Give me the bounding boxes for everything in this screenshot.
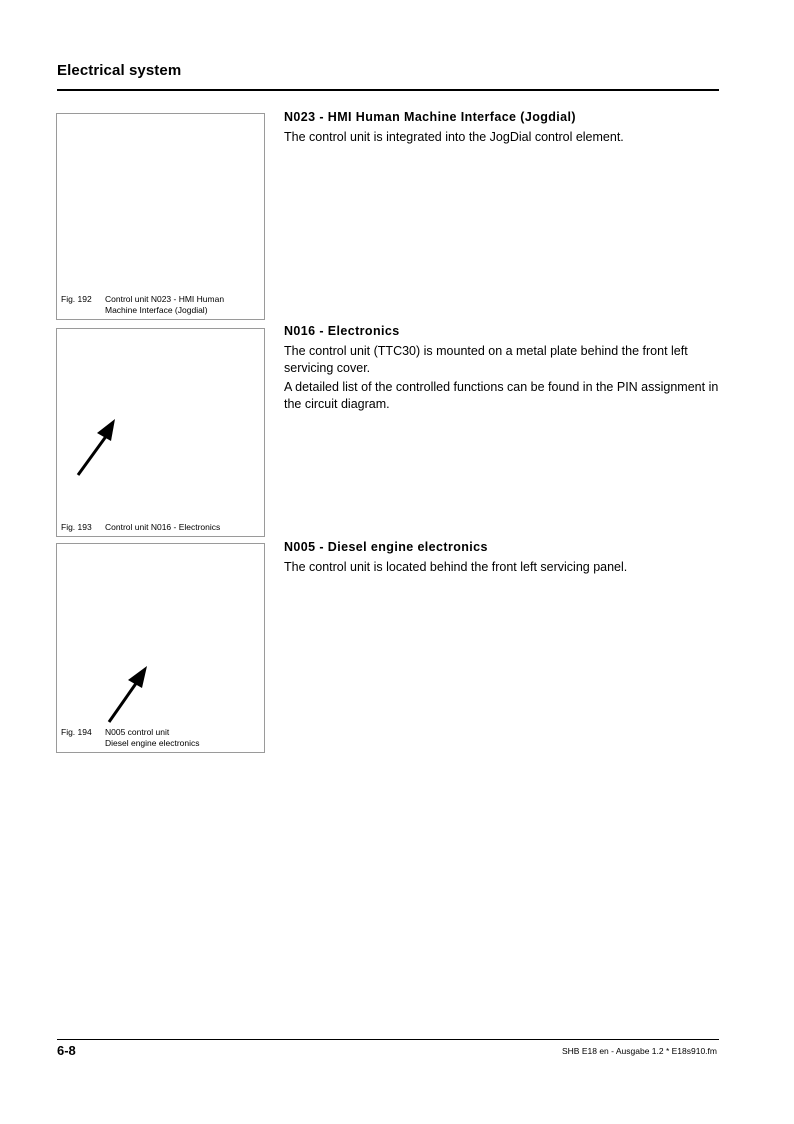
figure-caption (61, 727, 200, 749)
figure-194 (56, 543, 265, 753)
section-paragraph: The control unit (TTC30) is mounted on a metal plate behind the front left servicing cover. (284, 344, 688, 375)
figure-number: Fig. 192 (61, 294, 92, 304)
figure-number: Fig. 194 (61, 727, 92, 737)
page-number: 6-8 (57, 1043, 76, 1058)
caption-line-1: Control unit N023 - HMI Human (105, 294, 225, 304)
section-heading: N016 - Electronics (284, 324, 400, 338)
section-paragraph: The control unit is integrated into the JogDial control element. (284, 130, 624, 144)
figure-193 (56, 328, 265, 537)
figure-caption (61, 294, 224, 316)
section-n016 (284, 324, 724, 415)
footer-divider (57, 1039, 719, 1040)
caption-line-1: N005 control unit (105, 727, 170, 737)
header-divider (57, 89, 719, 91)
figure-caption (61, 522, 220, 533)
section-heading: N023 - HMI Human Machine Interface (Jogdial) (284, 110, 576, 124)
figure-number: Fig. 193 (61, 522, 92, 532)
caption-line-1: Control unit N016 - Electronics (105, 522, 221, 532)
pointer-arrow-icon (57, 329, 264, 536)
section-n023 (284, 110, 724, 148)
section-heading: N005 - Diesel engine electronics (284, 540, 488, 554)
caption-line-2: Machine Interface (Jogdial) (105, 305, 208, 315)
page-header-title: Electrical system (57, 62, 182, 79)
section-paragraph: A detailed list of the controlled functions can be found in the PIN assignment in the circuit diagram. (284, 380, 719, 411)
pointer-arrow-icon (57, 544, 264, 752)
section-paragraph: The control unit is located behind the front left servicing panel. (284, 560, 628, 574)
figure-192 (56, 113, 265, 320)
caption-line-2: Diesel engine electronics (105, 738, 200, 748)
document-reference: SHB E18 en - Ausgabe 1.2 * E18s910.fm (562, 1046, 717, 1056)
section-n005 (284, 540, 724, 578)
